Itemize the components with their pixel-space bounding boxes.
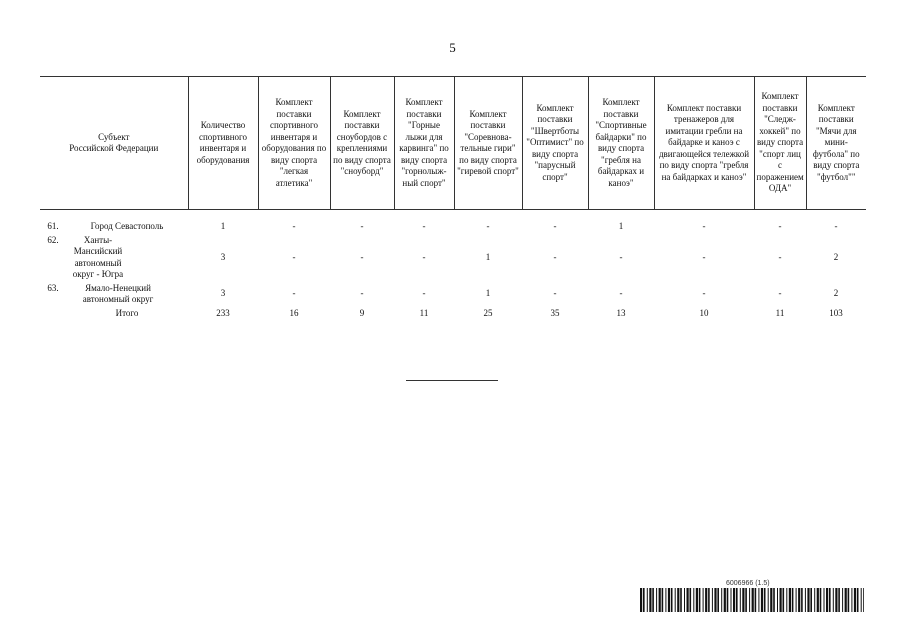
header-mini-football [806, 77, 866, 210]
barcode-bar [752, 588, 754, 612]
barcode-bar [665, 588, 666, 612]
separator-line [406, 380, 498, 381]
barcode-bar [652, 588, 654, 612]
barcode-bar [740, 588, 741, 612]
barcode-bar [684, 588, 685, 612]
barcode-bar [773, 588, 775, 612]
table-cell: - [422, 288, 426, 299]
barcode-bar [796, 588, 797, 612]
barcode-bar [777, 588, 778, 612]
table-row [40, 282, 866, 307]
table-cell: - [553, 221, 557, 231]
barcode-bar [717, 588, 719, 612]
table-cell: 11 [775, 307, 785, 318]
table-cell: - [619, 288, 623, 299]
table-cell: - [360, 251, 364, 262]
table-cell: - [292, 221, 296, 231]
barcode-bar [690, 588, 692, 612]
header-text: Комплект поставки "Следж-хоккей" по виду спорта "спорт лиц с поражением ОДА" [756, 91, 804, 194]
barcode-bar [838, 588, 840, 612]
barcode-bar [817, 588, 819, 612]
barcode-bar [792, 588, 794, 612]
header-text: Субъект Российской Федерации [69, 131, 159, 153]
table-header-row [40, 77, 866, 210]
barcode-bar [851, 588, 852, 612]
table-cell: - [422, 221, 426, 231]
barcode-bar [829, 588, 831, 612]
table-cell: 3 [220, 251, 226, 262]
table-cell: 9 [359, 307, 365, 318]
document-code: 6006966 (1.5) [726, 580, 770, 587]
barcode-bar [687, 588, 689, 612]
barcode-bar [696, 588, 698, 612]
barcode-bar [705, 588, 707, 612]
table-cell: - [834, 221, 838, 231]
barcode-bar [675, 588, 676, 612]
barcode-bar [786, 588, 787, 612]
barcode-bar [668, 588, 670, 612]
barcode-bar [861, 588, 862, 612]
row-number: 61. [47, 221, 59, 231]
barcode-bar [680, 588, 682, 612]
barcode-bar [814, 588, 815, 612]
table-cell: 1 [485, 251, 491, 262]
header-text: Комплект поставки сноубордов с креплениями по виду спорта "сноуборд" [333, 108, 391, 176]
barcode-bar [736, 588, 738, 612]
allocation-table [40, 76, 866, 320]
barcode-bar [783, 588, 785, 612]
table-cell: - [360, 221, 364, 231]
table-cell: - [702, 221, 706, 231]
barcode-bar [805, 588, 806, 612]
page-number: 5 [449, 40, 456, 55]
table-cell: 2 [833, 251, 839, 262]
barcode-bar [764, 588, 766, 612]
table-cell: 1 [220, 221, 226, 231]
table-cell: - [360, 288, 364, 299]
barcode-bar [758, 588, 759, 612]
barcode [640, 588, 864, 612]
barcode-bar [755, 588, 757, 612]
barcode-bar [724, 588, 726, 612]
barcode-bar [703, 588, 704, 612]
table-cell: - [619, 251, 623, 262]
table-cell: - [292, 251, 296, 262]
header-text: Количество спортивного инвентаря и оборудования [196, 120, 250, 165]
barcode-bar [789, 588, 791, 612]
header-kettlebell [454, 77, 522, 210]
header-text: Комплект поставки "Мячи для мини-футбола" по виду спорта "футбол"" [812, 102, 860, 182]
barcode-bar [721, 588, 722, 612]
barcode-bar [824, 588, 825, 612]
header-quantity [188, 77, 258, 210]
barcode-bar [835, 588, 837, 612]
barcode-bar [798, 588, 800, 612]
row-subject: Город Севастополь [90, 221, 164, 231]
table-total-row [40, 307, 866, 321]
header-subject [40, 77, 188, 210]
header-text: Комплект поставки "Спортивные байдарки" по виду спорта "гребля на байдарках и каноэ" [595, 97, 647, 188]
barcode-bar [649, 588, 651, 612]
barcode-bar [780, 588, 782, 612]
table-cell: - [553, 251, 557, 262]
barcode-bar [662, 588, 664, 612]
barcode-bar [761, 588, 763, 612]
header-rowing-trainer [654, 77, 754, 210]
barcode-bar [671, 588, 673, 612]
barcode-bar [708, 588, 710, 612]
barcode-bar [742, 588, 744, 612]
barcode-bar [826, 588, 828, 612]
table-cell: 103 [829, 307, 843, 318]
table-cell: 16 [289, 307, 299, 318]
barcode-bar [820, 588, 822, 612]
header-text: Комплект поставки спортивного инвентаря и оборудования по виду спорта "легкая атлетика" [261, 97, 327, 188]
barcode-bar [833, 588, 834, 612]
header-text: Комплект поставки "Соревнова-тельные гири" по виду спорта "гиревой спорт" [457, 108, 519, 176]
barcode-bar [733, 588, 735, 612]
barcode-bar [807, 588, 809, 612]
barcode-bar [731, 588, 732, 612]
table-cell: 1 [485, 288, 491, 299]
row-subject: Ханты-Мансийский автономный округ - Югра [72, 234, 124, 279]
header-text: Комплект поставки "Горные лыжи для карвинга" по виду спорта "горнолыж-ный спорт" [399, 97, 449, 188]
table-cell: - [778, 288, 782, 299]
barcode-bar [745, 588, 747, 612]
row-subject: Ямало-Ненецкий автономный округ [82, 282, 154, 304]
table-cell: 3 [220, 288, 226, 299]
header-text: Комплект поставки "Швертботы "Оптимист" по виду спорта "парусный спорт" [526, 102, 584, 182]
table-cell: - [553, 288, 557, 299]
table-row [40, 234, 866, 282]
barcode-bar [659, 588, 661, 612]
row-number: 62. [47, 234, 59, 245]
barcode-bar [845, 588, 847, 612]
table-cell: 13 [616, 307, 626, 318]
barcode-bar [640, 588, 642, 612]
table-cell: 10 [699, 307, 709, 318]
barcode-bar [677, 588, 679, 612]
table-cell: - [702, 251, 706, 262]
barcode-bar [770, 588, 772, 612]
row-number [40, 307, 66, 321]
header-sledge-hockey [754, 77, 806, 210]
header-kayak [588, 77, 654, 210]
table-row [40, 220, 866, 234]
barcode-bar [768, 588, 769, 612]
barcode-bar [857, 588, 859, 612]
barcode-bar [842, 588, 843, 612]
table-cell: 233 [216, 307, 230, 318]
row-subject: Итого [115, 307, 139, 318]
header-sailing [522, 77, 588, 210]
table-cell: - [486, 221, 490, 231]
barcode-bar [727, 588, 729, 612]
table-cell: 2 [833, 288, 839, 299]
row-number: 63. [47, 282, 59, 293]
table-cell: 25 [483, 307, 493, 318]
barcode-bar [801, 588, 803, 612]
table-cell: - [702, 288, 706, 299]
barcode-bar [712, 588, 713, 612]
barcode-bar [693, 588, 694, 612]
barcode-bar [714, 588, 716, 612]
barcode-bar [749, 588, 750, 612]
header-athletics [258, 77, 330, 210]
barcode-bar [854, 588, 856, 612]
table-cell: - [778, 221, 782, 231]
header-alpine-ski [394, 77, 454, 210]
header-text: Комплект поставки тренажеров для имитации гребли на байдарке и каноэ с двигающейся тележкой по виду спорта "гребля на байдарках и каноэ" [658, 102, 750, 182]
table-cell: - [292, 288, 296, 299]
barcode-bar [647, 588, 648, 612]
table-cell: 1 [618, 221, 624, 231]
table-cell: - [778, 251, 782, 262]
barcode-bar [643, 588, 645, 612]
header-snowboard [330, 77, 394, 210]
table-cell: - [422, 251, 426, 262]
table-cell: 35 [550, 307, 560, 318]
barcode-bar [863, 588, 864, 612]
barcode-bar [810, 588, 812, 612]
barcode-bar [699, 588, 701, 612]
barcode-bar [656, 588, 657, 612]
table-cell: 11 [419, 307, 429, 318]
barcode-bar [848, 588, 850, 612]
